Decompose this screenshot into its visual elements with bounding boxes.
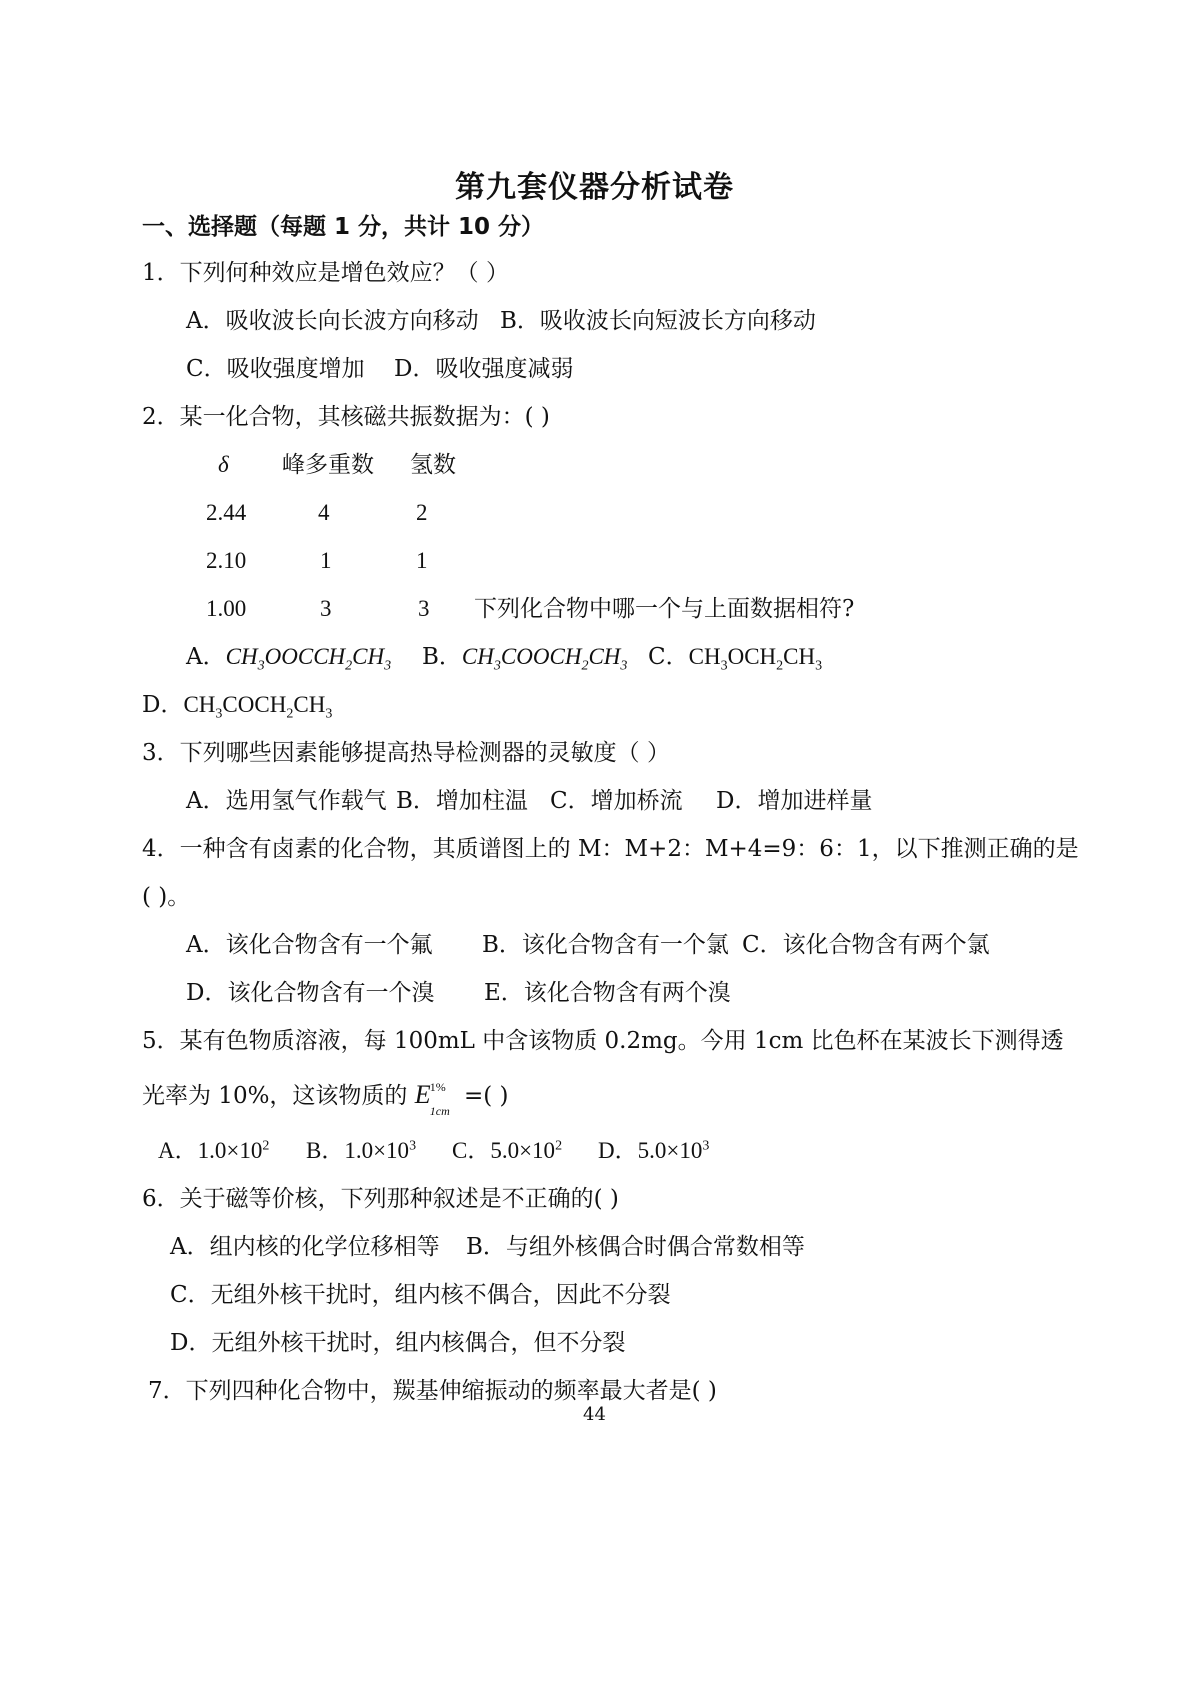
q1-option-b: B．吸收波长向短波长方向移动 — [500, 308, 816, 334]
nmr-row-1-hydrogens: 2 — [416, 500, 428, 525]
nmr-header-delta: δ — [218, 452, 229, 477]
nmr-header-multiplicity: 峰多重数 — [282, 452, 374, 478]
q5-stem-line2 — [142, 1080, 509, 1118]
q5-option-b-exp: 3 — [409, 1138, 417, 1154]
q5-option-d-exp: 3 — [702, 1138, 710, 1154]
q1-stem: 1．下列何种效应是增色效应？（ ） — [142, 260, 509, 286]
q5-stem-text: 光率为 10%，这该物质的 — [142, 1083, 408, 1109]
q4-option-a: A．该化合物含有一个氟 — [186, 932, 433, 958]
q1-option-c: C．吸收强度增加 — [186, 356, 365, 382]
q1-option-a: A．吸收波长向长波方向移动 — [186, 308, 479, 334]
q2-question: 下列化合物中哪一个与上面数据相符? — [474, 596, 855, 622]
absorptivity-sup: 1% — [429, 1080, 446, 1094]
q4-stem-line1: 4．一种含有卤素的化合物，其质谱图上的 M：M+2：M+4=9：6：1，以下推测正确的是 — [142, 836, 1079, 862]
q1-option-d: D．吸收强度减弱 — [394, 356, 574, 382]
page-number: 44 — [583, 1404, 606, 1425]
q3-option-a: A．选用氢气作载气 — [186, 788, 387, 814]
q2-stem: 2．某一化合物，其核磁共振数据为：( ) — [142, 404, 550, 430]
q2-option-d-label: D． — [142, 692, 184, 718]
q2-option-c — [648, 642, 822, 672]
absorptivity-sub: 1cm — [429, 1104, 450, 1118]
q2-option-a-label: A． — [186, 644, 226, 670]
q5-option-d — [598, 1136, 709, 1166]
page-title: 第九套仪器分析试卷 — [455, 170, 734, 205]
q5-option-b-label: B．1.0×10 — [306, 1138, 410, 1163]
q5-option-c-exp: 2 — [555, 1138, 563, 1154]
q2-option-c-formula: $CH_3OCH_2CH_3$ — [688, 644, 823, 674]
nmr-header-hydrogens: 氢数 — [410, 452, 456, 478]
q6-option-b: B．与组外核偶合时偶合常数相等 — [466, 1234, 805, 1260]
absorptivity-symbol — [414, 1080, 450, 1118]
q2-option-c-label: C． — [648, 644, 689, 670]
q6-stem: 6．关于磁等价核，下列那种叙述是不正确的( ) — [142, 1186, 619, 1212]
q5-option-a-exp: 2 — [262, 1138, 270, 1154]
absorptivity-e: E — [414, 1080, 431, 1109]
q2-option-a — [186, 642, 391, 672]
nmr-row-1-delta: 2.44 — [206, 500, 247, 525]
q6-option-a: A．组内核的化学位移相等 — [170, 1234, 440, 1260]
nmr-row-3-delta: 1.00 — [206, 596, 247, 621]
q6-option-c: C．无组外核干扰时，组内核不偶合，因此不分裂 — [170, 1282, 671, 1308]
q5-option-c-label: C．5.0×10 — [452, 1138, 556, 1163]
q4-option-d: D．该化合物含有一个溴 — [186, 980, 435, 1006]
q2-option-b — [422, 642, 627, 672]
q2-option-d-formula: $CH_3COCH_2CH_3$ — [183, 692, 333, 722]
nmr-row-2-multiplicity: 1 — [320, 548, 332, 573]
q5-option-a-label: A．1.0×10 — [158, 1138, 263, 1163]
q6-option-d: D．无组外核干扰时，组内核偶合，但不分裂 — [170, 1330, 626, 1356]
q4-stem-line2: ( )。 — [142, 884, 191, 910]
section-heading: 一、选择题（每题 1 分，共计 10 分） — [142, 214, 545, 240]
q3-stem: 3．下列哪些因素能够提高热导检测器的灵敏度（ ） — [142, 740, 670, 766]
q5-option-b — [306, 1136, 416, 1166]
q4-option-b: B．该化合物含有一个氯 — [482, 932, 729, 958]
q7-stem: 7．下列四种化合物中，羰基伸缩振动的频率最大者是( ) — [148, 1378, 717, 1404]
q3-option-b: B．增加柱温 — [396, 788, 528, 814]
q2-option-b-label: B． — [422, 644, 462, 670]
q5-stem-line1: 5．某有色物质溶液，每 100mL 中含该物质 0.2mg。今用 1cm 比色杯在某波长下测得透 — [142, 1028, 1064, 1054]
nmr-row-2-hydrogens: 1 — [416, 548, 428, 573]
q4-option-c: C．该化合物含有两个氯 — [742, 932, 990, 958]
q2-option-a-formula: $CH_3OOCCH_2CH_3$ — [225, 644, 392, 674]
q5-option-d-label: D．5.0×10 — [598, 1138, 703, 1163]
nmr-row-3-multiplicity: 3 — [320, 596, 332, 621]
q5-option-c — [452, 1136, 562, 1166]
q3-option-c: C．增加桥流 — [550, 788, 683, 814]
q5-stem-end: =( ) — [463, 1083, 509, 1109]
q2-option-b-formula: $CH_3COOCH_2CH_3$ — [461, 644, 628, 674]
q2-option-d — [142, 690, 332, 720]
nmr-row-1-multiplicity: 4 — [318, 500, 330, 525]
nmr-row-3-hydrogens: 3 — [418, 596, 430, 621]
q3-option-d: D．增加进样量 — [716, 788, 873, 814]
q4-option-e: E．该化合物含有两个溴 — [484, 980, 731, 1006]
q5-option-a — [158, 1136, 269, 1166]
nmr-row-2-delta: 2.10 — [206, 548, 247, 573]
